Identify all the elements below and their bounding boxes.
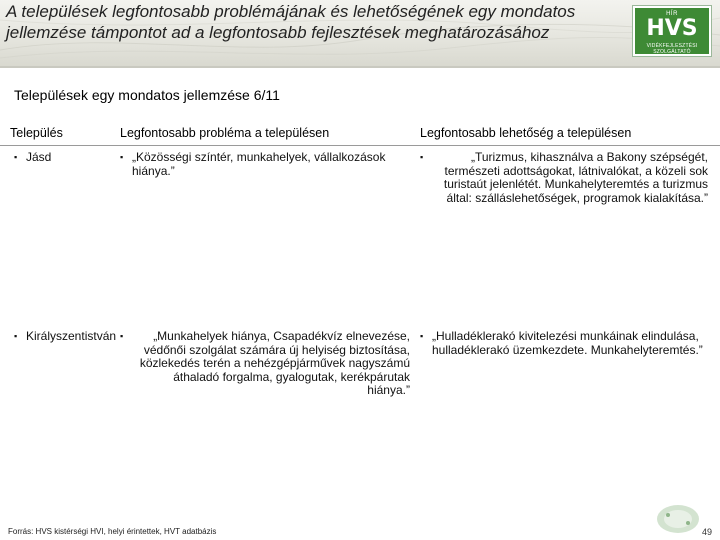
slide-subtitle: Települések egy mondatos jellemzése 6/11 <box>14 87 280 103</box>
table-row-1-opportunity: ▪ „Turizmus, kihasználva a Bakony szépségét, természeti adottságokat, látnivalókat, a közeli sok turistaút jelenlétét. Munkahelyteremtés a turizmus által: szálláslehetőségek, programok kialakítása.” <box>420 150 708 205</box>
logo-main-text: HVS <box>646 16 698 41</box>
table-row-1-settlement: ▪ Jásd <box>14 150 52 164</box>
table-row-1-problem: ▪ „Közösségi színtér, munkahelyek, vállalkozások hiánya.” <box>120 150 386 178</box>
logo-sub-text: VIDÉKFEJLESZTÉSI SZOLGÁLTATÓ <box>646 43 698 55</box>
table-row-2-settlement: ▪ Királyszentistván <box>14 329 117 343</box>
page-number: 49 <box>701 527 712 537</box>
header-rule <box>0 145 720 146</box>
hvs-logo <box>633 6 711 56</box>
bullet-icon: ▪ <box>420 152 424 162</box>
header-divider <box>0 66 720 68</box>
page-title: A települések legfontosabb problémájának és lehetőségének egy mondatos jellemzése támpontot ad a legfontosabb fejlesztések meghatározásához <box>6 2 576 42</box>
bullet-icon: ▪ <box>14 331 18 341</box>
column-header-opportunity: Legfontosabb lehetőség a településen <box>420 126 632 140</box>
footer-logo-icon <box>655 503 701 535</box>
source-note: Forrás: HVS kistérségi HVI, helyi érintettek, HVT adatbázis <box>8 527 217 536</box>
bullet-icon: ▪ <box>14 152 18 162</box>
column-header-settlement: Település <box>10 126 63 140</box>
slide-header <box>0 0 720 66</box>
table-row-2-problem: ▪ „Munkahelyek hiánya, Csapadékvíz elnevezése, védőnői szolgálat számára új helyiség biztosítása, közlekedés terén a nehézgépjárművek nagyszámú áthaladó forgalma, gyalogutak, kerékpárutak hiánya.” <box>120 329 410 397</box>
column-header-problem: Legfontosabb probléma a településen <box>120 126 330 140</box>
logo-top-text: HÍR <box>666 11 678 17</box>
table-row-2-opportunity: ▪ „Hulladéklerakó kivitelezési munkáinak elindulása, hulladéklerakó üzemkezdete. Munkahelyteremtés.” <box>420 329 703 357</box>
bullet-icon: ▪ <box>420 331 424 341</box>
bullet-icon: ▪ <box>120 152 124 162</box>
bullet-icon: ▪ <box>120 331 124 341</box>
